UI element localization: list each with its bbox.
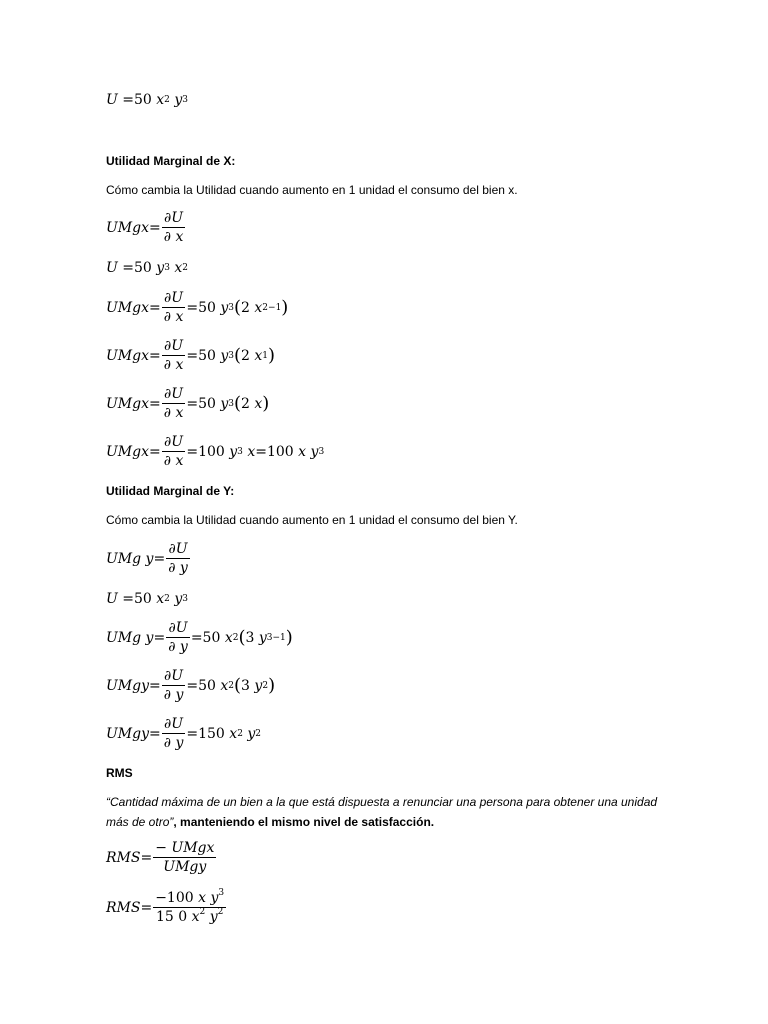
equation-utility-reordered: U =50 y 3 x 2 xyxy=(106,260,189,276)
equation-rms-substitution: RMS = $\frac{-100 x y^3}{15 0 x^2 y^2}$ xyxy=(106,888,225,925)
equation-umgx-step-2: UMgx = $\frac{\partial U}{\partial x}$ =50 y 3 ( 2 x 1 ) xyxy=(106,338,276,373)
section-heading-x: Utilidad Marginal de X: xyxy=(106,154,236,168)
section-description-y: Cómo cambia la Utilidad cuando aumento en 1 unidad el consumo del bien Y. xyxy=(106,513,518,527)
section-heading-y: Utilidad Marginal de Y: xyxy=(106,484,235,498)
equation-umgx-step-3: UMgx = $\frac{\partial U}{\partial x}$ =50 y 3 ( 2 x ) xyxy=(106,386,270,421)
section-description-x: Cómo cambia la Utilidad cuando aumento en 1 unidad el consumo del bien x. xyxy=(106,183,518,197)
equation-utility: U =50 x 2 y 3 xyxy=(106,92,189,108)
section-heading-rms: RMS xyxy=(106,766,133,780)
rms-definition-quote xyxy=(106,792,666,832)
equation-umgx-step-1: UMgx = $\frac{\partial U}{\partial x}$ =50 y 3 ( 2 x 2−1 ) xyxy=(106,290,289,325)
equation-umgy-definition: UMg y = $\frac{\partial U}{\partial y}$ xyxy=(106,541,188,576)
equation-umgy-step-1: UMg y = $\frac{\partial U}{\partial y}$ =50 x 2 ( 3 y 3−1 ) xyxy=(106,620,293,655)
equation-umgy-step-2: UMgy = $\frac{\partial U}{\partial y}$ =50 x 2 ( 3 y 2 ) xyxy=(106,668,276,703)
equation-rms-definition: RMS = $\frac{\text{− UMgx}}{\text{UMgy}}$ xyxy=(106,840,215,875)
equation-umgy-result: UMgy = $\frac{\partial U}{\partial y}$ =150 x 2 y 2 xyxy=(106,716,262,751)
equation-umgx-result: UMgx = $\frac{\partial U}{\partial x}$ =100 y 3 x =100 x y 3 xyxy=(106,434,325,469)
equation-utility-y: U =50 x 2 y 3 xyxy=(106,591,189,607)
equation-umgx-definition: UMgx = $\frac{\partial U}{\partial x}$ xyxy=(106,210,184,245)
rms-quote-rest: , manteniendo el mismo nivel de satisfacción. xyxy=(173,815,435,829)
rms-quote-italic: “Cantidad máxima de un bien a la que está dispuesta a renunciar una persona para obtener una unidad más de otro” xyxy=(106,795,658,829)
